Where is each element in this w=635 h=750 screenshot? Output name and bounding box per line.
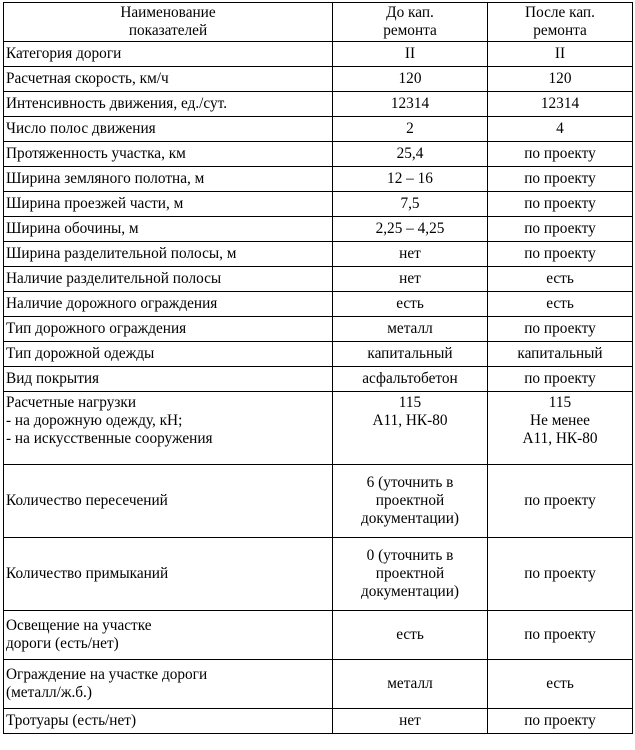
table-row — [4, 538, 633, 611]
row-label-cell — [4, 465, 333, 538]
row-label-cell — [4, 117, 333, 142]
value-line: 12314 — [390, 95, 430, 113]
column-header-after — [488, 3, 633, 42]
row-label-line: Количество пересечений — [6, 492, 168, 510]
value-cell-before — [333, 317, 488, 342]
value-line: 12314 — [540, 95, 580, 113]
value-line: проектной — [375, 565, 445, 583]
row-label-cell — [4, 392, 333, 465]
value-cell-after — [488, 342, 633, 367]
value-cell-before — [333, 167, 488, 192]
table-row — [4, 67, 633, 92]
value-line: капитальный — [517, 345, 603, 363]
row-label-line: Интенсивность движения, ед./сут. — [6, 95, 228, 113]
value-cell-after — [488, 217, 633, 242]
value-cell-before — [333, 92, 488, 117]
table-row — [4, 392, 633, 465]
value-line: 120 — [398, 70, 422, 88]
value-cell-after — [488, 67, 633, 92]
table-row — [4, 660, 633, 709]
row-label-line: Наличие разделительной полосы — [6, 270, 222, 288]
value-line: асфальтобетон — [362, 370, 458, 388]
row-label-cell — [4, 142, 333, 167]
value-cell-before — [333, 292, 488, 317]
row-label-line: Ограждение на участке дороги — [6, 666, 208, 684]
table-row — [4, 611, 633, 660]
row-label-line: дороги (есть/нет) — [6, 635, 119, 653]
table-row — [4, 367, 633, 392]
row-label-cell — [4, 242, 333, 267]
value-cell-after — [488, 92, 633, 117]
row-label-line: Тип дорожной одежды — [6, 345, 155, 363]
value-cell-before — [333, 67, 488, 92]
row-label-line: Ширина земляного полотна, м — [6, 170, 205, 188]
value-line: нет — [399, 712, 421, 730]
row-label-cell — [4, 367, 333, 392]
value-line: 115 — [548, 394, 572, 412]
value-cell-after — [488, 267, 633, 292]
value-cell-before — [333, 611, 488, 660]
value-line: Не менее — [530, 412, 590, 430]
row-label-cell — [4, 92, 333, 117]
value-cell-after — [488, 709, 633, 734]
value-line: есть — [396, 626, 424, 644]
row-label-cell — [4, 342, 333, 367]
value-line: есть — [546, 675, 574, 693]
value-line: проектной — [375, 492, 445, 510]
road-parameters-table — [3, 2, 633, 734]
row-label-line: Расчетная скорость, км/ч — [6, 70, 169, 88]
value-line: 2,25 – 4,25 — [375, 220, 445, 238]
table-row — [4, 42, 633, 67]
row-label-line: Освещение на участке — [6, 617, 152, 635]
value-line: нет — [399, 270, 421, 288]
table-row — [4, 142, 633, 167]
value-line: по проекту — [524, 170, 596, 188]
value-line: 115 — [398, 394, 422, 412]
value-cell-before — [333, 242, 488, 267]
value-line: по проекту — [524, 626, 596, 644]
table-row — [4, 267, 633, 292]
value-line: II — [554, 45, 566, 63]
table-row — [4, 292, 633, 317]
row-label-line: (металл/ж.б.) — [6, 684, 92, 702]
value-line: есть — [546, 295, 574, 313]
row-label-line: Ширина проезжей части, м — [6, 195, 184, 213]
value-cell-before — [333, 709, 488, 734]
value-cell-after — [488, 167, 633, 192]
value-cell-after — [488, 42, 633, 67]
column-header-name-line-2: показателей — [128, 22, 208, 40]
row-label-cell — [4, 67, 333, 92]
value-cell-after — [488, 367, 633, 392]
value-cell-after — [488, 242, 633, 267]
value-cell-before — [333, 42, 488, 67]
value-line: 7,5 — [400, 195, 420, 213]
row-label-line: Протяженность участка, км — [6, 145, 186, 163]
row-label-cell — [4, 538, 333, 611]
value-line: по проекту — [524, 565, 596, 583]
column-header-name — [4, 3, 333, 42]
value-cell-before — [333, 217, 488, 242]
value-cell-before — [333, 267, 488, 292]
value-line: 25,4 — [396, 145, 424, 163]
value-line: капитальный — [367, 345, 453, 363]
row-label-cell — [4, 42, 333, 67]
value-line: А11, НК-80 — [372, 412, 448, 430]
value-cell-before — [333, 117, 488, 142]
value-line: по проекту — [524, 492, 596, 510]
table-header-row — [4, 3, 633, 42]
value-cell-before — [333, 342, 488, 367]
value-line: по проекту — [524, 195, 596, 213]
value-cell-after — [488, 292, 633, 317]
value-cell-before — [333, 142, 488, 167]
value-line: 4 — [556, 120, 564, 138]
row-label-line: Число полос движения — [6, 120, 156, 138]
value-cell-after — [488, 142, 633, 167]
column-header-name-line-1: Наименование — [120, 4, 216, 21]
table-row — [4, 465, 633, 538]
table-row — [4, 217, 633, 242]
row-label-line: Расчетные нагрузки — [6, 394, 137, 412]
value-line: металл — [387, 320, 433, 338]
value-line: 6 (уточнить в — [366, 474, 454, 492]
row-label-line: Категория дороги — [6, 45, 122, 63]
column-header-before — [333, 3, 488, 42]
value-line: есть — [396, 295, 424, 313]
row-label-cell — [4, 267, 333, 292]
value-cell-after — [488, 392, 633, 465]
table-row — [4, 709, 633, 734]
value-cell-after — [488, 538, 633, 611]
row-label-line: Тротуары (есть/нет) — [6, 712, 137, 730]
value-cell-after — [488, 192, 633, 217]
value-line: А11, НК-80 — [522, 430, 598, 448]
value-line: металл — [387, 675, 433, 693]
value-line: 120 — [548, 70, 572, 88]
value-cell-after — [488, 117, 633, 142]
row-label-cell — [4, 292, 333, 317]
value-line: 2 — [406, 120, 414, 138]
table-row — [4, 92, 633, 117]
table-row — [4, 317, 633, 342]
value-cell-after — [488, 611, 633, 660]
value-line: есть — [546, 270, 574, 288]
table-row — [4, 342, 633, 367]
value-line: документации) — [360, 583, 460, 601]
value-line: II — [404, 45, 416, 63]
value-cell-after — [488, 317, 633, 342]
table-body — [4, 42, 633, 734]
value-line: документации) — [360, 510, 460, 528]
column-header-before-line-1: До кап. — [386, 4, 434, 21]
value-line: 0 (уточнить в — [366, 547, 454, 565]
value-cell-before — [333, 392, 488, 465]
row-label-cell — [4, 660, 333, 709]
column-header-after-line-2: ремонта — [533, 22, 587, 40]
value-cell-before — [333, 538, 488, 611]
row-label-cell — [4, 217, 333, 242]
value-line: по проекту — [524, 370, 596, 388]
value-line: по проекту — [524, 245, 596, 263]
value-cell-before — [333, 192, 488, 217]
row-label-line: Ширина разделительной полосы, м — [6, 245, 237, 263]
row-label-line: - на искусственные сооружения — [6, 430, 213, 448]
row-label-line: Тип дорожного ограждения — [6, 320, 187, 338]
value-line: по проекту — [524, 320, 596, 338]
value-cell-before — [333, 465, 488, 538]
table-header — [4, 3, 633, 42]
value-cell-before — [333, 660, 488, 709]
table-row — [4, 117, 633, 142]
value-line: нет — [399, 245, 421, 263]
table-row — [4, 242, 633, 267]
row-label-cell — [4, 611, 333, 660]
value-line: по проекту — [524, 712, 596, 730]
row-label-cell — [4, 167, 333, 192]
column-header-before-line-2: ремонта — [383, 22, 437, 40]
value-cell-after — [488, 660, 633, 709]
row-label-line: Количество примыканий — [6, 565, 169, 583]
row-label-line: Вид покрытия — [6, 370, 100, 388]
row-label-cell — [4, 192, 333, 217]
column-header-after-line-1: После кап. — [525, 4, 595, 21]
table-row — [4, 192, 633, 217]
value-cell-after — [488, 465, 633, 538]
row-label-line: Наличие дорожного ограждения — [6, 295, 218, 313]
value-line: 12 – 16 — [387, 170, 433, 188]
row-label-line: Ширина обочины, м — [6, 220, 139, 238]
row-label-cell — [4, 709, 333, 734]
value-line: по проекту — [524, 220, 596, 238]
value-line: по проекту — [524, 145, 596, 163]
row-label-cell — [4, 317, 333, 342]
value-cell-before — [333, 367, 488, 392]
row-label-line: - на дорожную одежду, кН; — [6, 412, 183, 430]
table-row — [4, 167, 633, 192]
